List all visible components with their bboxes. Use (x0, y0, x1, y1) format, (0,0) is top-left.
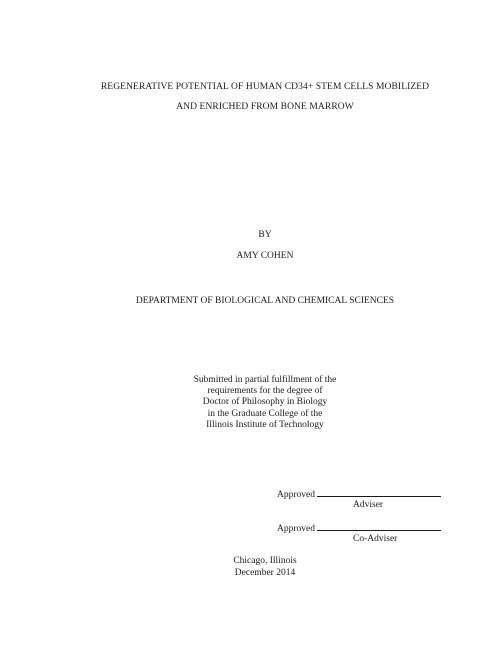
city: Chicago, Illinois (233, 556, 297, 566)
place-and-date (0, 556, 500, 579)
co-adviser-role: Co-Adviser (353, 534, 398, 544)
approved-label: Approved (277, 524, 315, 534)
submission-statement (0, 375, 500, 431)
approved-label: Approved (277, 490, 315, 500)
submission-line: Submitted in partial fulfillment of the (193, 375, 337, 385)
submission-line: requirements for the degree of (207, 386, 323, 397)
thesis-title-line-1: REGENERATIVE POTENTIAL OF HUMAN CD34+ STEM CELLS MOBILIZED (100, 82, 430, 92)
signature-line (317, 521, 441, 531)
submission-line: Illinois Institute of Technology (206, 419, 324, 430)
by-label: BY (258, 230, 272, 240)
submission-line: in the Graduate College of the (207, 408, 323, 419)
submission-line: Doctor of Philosophy in Biology (202, 397, 328, 408)
author-name: AMY COHEN (236, 251, 294, 261)
signature-line (317, 487, 441, 497)
adviser-role: Adviser (353, 500, 384, 510)
department-name: DEPARTMENT OF BIOLOGICAL AND CHEMICAL SCIENCES (135, 296, 395, 306)
date: December 2014 (234, 567, 296, 578)
thesis-title-line-2: AND ENRICHED FROM BONE MARROW (176, 102, 354, 112)
